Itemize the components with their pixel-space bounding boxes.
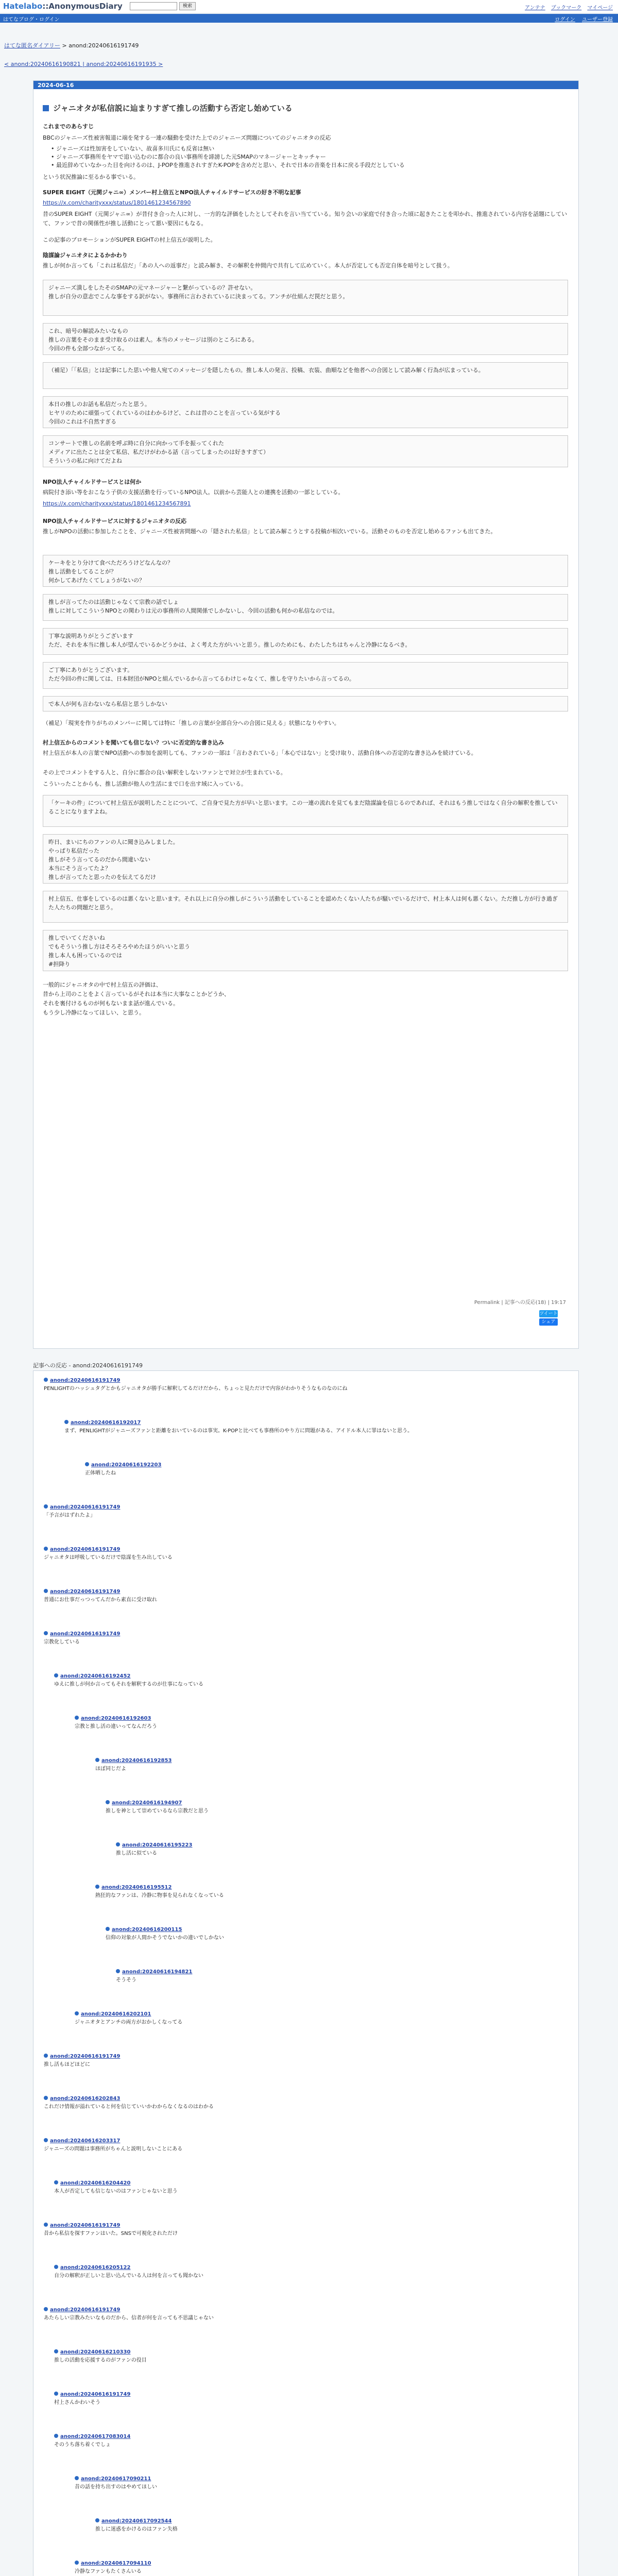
blockquote: これ、暗号の解読みたいなもの 推しの言葉をそのまま受け取るのは素人。本当のメッセージは別のところにある。 今回の件も全部つながってる。 bbox=[43, 323, 568, 355]
share-buttons bbox=[538, 1309, 578, 1326]
comment-bullet-icon bbox=[95, 1885, 99, 1889]
comment-bullet-icon bbox=[75, 2561, 79, 2565]
signup-link[interactable]: ユーザー登録 bbox=[582, 17, 613, 23]
page-title[interactable] bbox=[43, 103, 293, 113]
comment-item bbox=[44, 2053, 564, 2069]
blockquote: 推しでいてくださいね でもそういう推し方はそろそろやめたほうがいいと思う 推し本人も困っているのでは #担降り bbox=[43, 930, 568, 971]
comment-body: 推し活に似ている bbox=[116, 1851, 157, 1856]
comment-body: 宗教と推し活の違いってなんだろう bbox=[75, 1724, 157, 1730]
comment-item bbox=[75, 2011, 564, 2026]
comment-item bbox=[95, 1757, 564, 1773]
comment-body: 冷静なファンもたくさんいる bbox=[75, 2569, 142, 2574]
comment-item bbox=[44, 1588, 564, 1604]
comment-item bbox=[95, 2518, 564, 2533]
blockquote: 本日の推しのお話も私信だったと思う。 ヒヤリのために頑張ってくれているのはわかるけど、これは昔のことを言っている気がする 今回のこれは不自然すぎる bbox=[43, 396, 568, 428]
comment-body: 推しの活動を応援するのがファンの役目 bbox=[54, 2358, 147, 2363]
comment-item bbox=[44, 2095, 564, 2111]
comment-body: ゆえに推しが何か言ってもそれを解釈するのが仕事になっている bbox=[54, 1682, 203, 1687]
comment-item bbox=[54, 2349, 564, 2364]
comment-body: 自分の解釈が正しいと思い込んでいる人は何を言っても聞かない bbox=[54, 2273, 203, 2279]
paragraph: という状況推論に至るかる事でいる。 bbox=[43, 174, 139, 180]
blockquote: 村上信五、仕事をしているのは悪くないと思います。それ以上に自分の推しがこういう活動をしていることを認めたくない人たちが騒いでいるだけで、村上本人は何も悪くない。ただ推し方が行き過ぎた人たちの問題だと思う。 bbox=[43, 891, 568, 923]
comment-bullet-icon bbox=[44, 2223, 48, 2227]
comment-item bbox=[106, 1800, 564, 1815]
comment-author-link[interactable]: anond:20240617092544 bbox=[101, 2518, 172, 2524]
comment-bullet-icon bbox=[44, 2138, 48, 2142]
comment-body: あたらしい宗教みたいなものだから、信者が何を言っても不思議じゃない bbox=[44, 2315, 214, 2321]
comment-item bbox=[64, 1419, 564, 1435]
comment-item bbox=[44, 2222, 564, 2238]
comment-bullet-icon bbox=[44, 1589, 48, 1593]
comment-item bbox=[116, 1842, 564, 1857]
breadcrumb bbox=[4, 41, 139, 49]
comment-bullet-icon bbox=[85, 1462, 89, 1466]
link-line[interactable] bbox=[43, 499, 568, 509]
breadcrumb-home[interactable]: はてな匿名ダイアリー bbox=[4, 42, 61, 49]
comment-item bbox=[44, 1504, 564, 1519]
blockquote: コンサートで推しの名前を呼ぶ時に自分に向かって手を振ってくれた メディアに出たことは全て私信、私だけがわかる話（言ってしまったのは好きすぎて） そういうの私に向けてだよね bbox=[43, 435, 568, 467]
blockquote: で本人が何も言わないなら私信と思うしかない bbox=[43, 696, 568, 711]
comment-body: これだけ情報が溢れていると何を信じていいかわからなくなるのはわかる bbox=[44, 2104, 214, 2110]
article-footer[interactable]: Permalink | 記事への反応(18) | 19:17 bbox=[474, 1300, 566, 1306]
blockquote: 推しが言ってたのは活動じゃなくて宗教の話でしょ 推しに対してこういうNPOとの関わりは元の事務所の人間関係でしかないし、今回の活動も何かの私信なのでは。 bbox=[43, 594, 568, 621]
comment-bullet-icon bbox=[106, 1800, 110, 1804]
blockquote: ケーキをとり分けて食べただろうけどなんなの？ 推し活動をしてることが？ 何かしてあげたくてしょうがないの？ bbox=[43, 555, 568, 587]
breadcrumb-current: anond:20240616191749 bbox=[68, 42, 139, 49]
nav-antenna[interactable]: アンテナ bbox=[525, 5, 545, 11]
comment-body: そのうち落ち着くでしょ bbox=[54, 2442, 111, 2448]
comment-item bbox=[44, 2138, 564, 2153]
tweet-link[interactable]: https://x.com/charityxxx/status/1801461234567891 bbox=[43, 500, 191, 507]
comment-author-link[interactable]: anond:20240616191749 bbox=[50, 1504, 121, 1510]
title-text[interactable]: ジャニオタが私信説に辿まりすぎて推しの活動すら否定し始めている bbox=[53, 104, 293, 113]
comment-bullet-icon bbox=[95, 1758, 99, 1762]
comment-body: ジャニーズの問題は事務所がちゃんと説明しないことにある bbox=[44, 2146, 183, 2152]
comments-heading: 記事への反応 - anond:20240616191749 bbox=[33, 1362, 143, 1369]
comment-bullet-icon bbox=[44, 1504, 48, 1509]
comment-author-link[interactable]: anond:20240616203317 bbox=[50, 2138, 121, 2144]
sub-bar bbox=[0, 14, 618, 23]
comment-body: 信仰の対象が人間かそうでないかの違いでしかない bbox=[106, 1935, 224, 1941]
blockquote: ご丁寧にありがとうございます。 ただ今回の件に関しては、日本財団がNPOと組んでいるから言ってるわけじゃなくて、推しを守りたいから言ってるの。 bbox=[43, 662, 568, 689]
comment-author-link[interactable]: anond:20240616205122 bbox=[60, 2265, 131, 2270]
comment-author-link[interactable]: anond:20240616191749 bbox=[50, 2223, 121, 2228]
comment-bullet-icon bbox=[75, 1716, 79, 1720]
comment-item bbox=[54, 2180, 564, 2195]
tweet-button[interactable]: ツイート bbox=[539, 1311, 558, 1316]
prev-next-link[interactable]: < anond:20240616190821 | anond:20240616191935 > bbox=[4, 61, 163, 67]
comment-item bbox=[75, 2560, 564, 2575]
comment-bullet-icon bbox=[75, 2476, 79, 2480]
comment-body: ジャニオタは呼吸しているだけで陰謀を生み出している bbox=[44, 1555, 173, 1561]
comment-bullet-icon bbox=[75, 2011, 79, 2015]
comment-body: まず、PENLIGHTがジャニーズファンと距離をおいているのは事実。K-POPと比べても事務所のやり方に問題がある、アイドル本人に罪はないと思う。 bbox=[64, 1428, 413, 1434]
paragraph: 推しがNPOの活動に参加したことを、ジャニーズ性被害問題への「隠された私信」として読み解こうとする投稿が相次いでいる。活動そのものを否定し始めるファンも出てきた。 bbox=[43, 528, 496, 535]
comment-bullet-icon bbox=[54, 2265, 58, 2269]
paragraph: この記事のプロモーションがSUPER EIGHTの村上信五が説明した。 bbox=[43, 236, 216, 243]
comment-body: 推しに迷惑をかけるのはファン失格 bbox=[95, 2527, 178, 2532]
blockquote: 「ケーキの件」について村上信五が説明したことについて、ご自身で見た方が早いと思います。この一連の流れを見てもまだ陰謀論を信じるのであれば、それはもう推しではなく自分の解釈を推していることになりますよね。 bbox=[43, 795, 568, 827]
comment-item bbox=[116, 1969, 564, 1984]
comment-author-link[interactable]: anond:20240616195512 bbox=[101, 1885, 172, 1890]
comment-author-link[interactable]: anond:20240616191749 bbox=[50, 1631, 121, 1637]
list-item: • ジャニーズは性加害をしていない、故喜多川氏にも反省は無い bbox=[51, 145, 215, 152]
paragraph: 推しが何か言っても「これは私信だ」「あの人への返事だ」と読み解き、その解釈を仲間内で共有して広めていく。本人が否定しても否定自体を暗号として扱う。 bbox=[43, 262, 453, 269]
comment-author-link[interactable]: anond:20240617083014 bbox=[60, 2434, 131, 2439]
section-heading: SUPER EIGHT（元関ジャニ∞）メンバー村上信五とNPO法人チャイルドサーピスの好き不明な記事 bbox=[43, 189, 301, 196]
top-bar bbox=[0, 0, 618, 13]
comment-author-link[interactable]: anond:20240616191749 bbox=[50, 1378, 121, 1383]
section-heading: 陰謀論ジャニオタによるかかわり bbox=[43, 252, 128, 259]
comment-body: ジャニオタとアンチの両方がおかしくなってる bbox=[75, 2020, 183, 2025]
comment-author-link[interactable]: anond:20240616202843 bbox=[50, 2096, 121, 2102]
comment-bullet-icon bbox=[44, 1378, 48, 1382]
comment-body: PENLIGHTのハッシュタグとかもジャニオタが勝手に解釈してるだけだから、ちょっと見ただけで内容がわかりそうなものなのにね bbox=[44, 1386, 348, 1392]
login-link[interactable]: ログイン bbox=[555, 17, 575, 23]
comment-bullet-icon bbox=[116, 1969, 120, 1973]
comment-item bbox=[85, 1462, 564, 1477]
site-logo[interactable]: Hatelabo::AnonymousDiary bbox=[3, 2, 123, 11]
list-item: • 最近辞めていなかった目を向けるのは、J-POPを推進されすぎたK-POPを含めだと思い、それで日本の音楽を日本に戻る手段だとしている bbox=[51, 162, 405, 168]
breadcrumb-sep: > bbox=[60, 42, 69, 49]
comment-author-link[interactable]: anond:20240617094110 bbox=[81, 2561, 151, 2566]
comment-item bbox=[54, 2264, 564, 2280]
comment-body: 宗教化している bbox=[44, 1639, 80, 1645]
comment-item bbox=[54, 1673, 564, 1688]
comment-bullet-icon bbox=[44, 2307, 48, 2311]
comment-author-link[interactable]: anond:20240616204420 bbox=[60, 2180, 131, 2186]
bullet-list bbox=[51, 145, 405, 170]
comment-author-link[interactable]: anond:20240616191749 bbox=[50, 1589, 121, 1595]
comment-author-link[interactable]: anond:20240616191749 bbox=[50, 1547, 121, 1552]
comment-body: 普通にお仕事だっつってんだから素直に受け取れ bbox=[44, 1597, 157, 1603]
blog-login-link[interactable]: はてなブログ・ログイン bbox=[3, 17, 60, 23]
comment-item bbox=[54, 2433, 564, 2449]
comment-bullet-icon bbox=[54, 2349, 58, 2353]
comment-author-link[interactable]: anond:20240616210330 bbox=[60, 2349, 131, 2355]
comment-item bbox=[95, 1884, 564, 1900]
comment-item bbox=[44, 1631, 564, 1646]
comment-body: ほぼ同じだよ bbox=[95, 1766, 126, 1772]
comment-body: 本人が否定しても信じないのはファンじゃないと思う bbox=[54, 2189, 178, 2194]
comment-bullet-icon bbox=[44, 2096, 48, 2100]
comment-item bbox=[44, 1377, 564, 1393]
search-button[interactable]: 検索 bbox=[179, 2, 196, 10]
search-input[interactable] bbox=[130, 2, 177, 10]
section-heading: NPO法人チャイルドサーピスとは何か bbox=[43, 479, 142, 485]
comment-body: 昔の話を持ち出すのはやめてほしい bbox=[75, 2484, 157, 2490]
comment-bullet-icon bbox=[44, 1631, 48, 1635]
top-nav bbox=[521, 3, 613, 11]
tweet-link[interactable]: https://x.com/charityxxx/status/1801461234567890 bbox=[43, 199, 191, 206]
section-heading: NPO法人チャイルドサーピスに対するジャニオタの反応 bbox=[43, 518, 187, 524]
comment-body: 昔から私信を探すファンはいた。SNSで可視化されただけ bbox=[44, 2231, 178, 2236]
comment-bullet-icon bbox=[116, 1842, 120, 1846]
nav-bookmark[interactable]: ブックマーク bbox=[551, 5, 582, 11]
facebook-share-button[interactable]: シェア bbox=[539, 1318, 558, 1326]
comment-bullet-icon bbox=[54, 2392, 58, 2396]
comment-author-link[interactable]: anond:20240616200115 bbox=[112, 1927, 182, 1933]
comment-item bbox=[75, 1715, 564, 1731]
comment-item bbox=[54, 2391, 564, 2406]
comment-author-link[interactable]: anond:20240617090211 bbox=[81, 2476, 151, 2482]
title-square-icon bbox=[43, 105, 49, 111]
comment-author-link[interactable]: anond:20240616191749 bbox=[50, 2054, 121, 2059]
comment-bullet-icon bbox=[64, 1420, 68, 1424]
section-heading: 村上信五からのコメントを聞いても信じない？ついに否定的な書き込み bbox=[43, 739, 224, 746]
comments-tree bbox=[33, 1370, 579, 2576]
comment-author-link[interactable]: anond:20240616202101 bbox=[81, 2011, 151, 2017]
article bbox=[33, 80, 579, 1349]
comment-author-link[interactable]: anond:20240616192017 bbox=[71, 1420, 141, 1426]
comment-item bbox=[44, 2307, 564, 2322]
comment-author-link[interactable]: anond:20240616191749 bbox=[50, 2307, 121, 2313]
link-line[interactable] bbox=[43, 198, 568, 208]
paragraph: （補足）「現実を作りがちのメンバーに関しては特に「推しの言葉が全部自分への合図に見える」状態になりやすい。 bbox=[43, 720, 340, 726]
paragraph: 昔のSUPER EIGHT（元関ジャニ∞）が昔付き合った人に対し、一方的な評価をしたとしてそれを言い当てている。知り会いの家庭で付き合った頃に起きたことを叩かれ、推進されている内容を話題にしていて、ファンで昔の関係性が推し活動にとって悪い要因にもなる。 bbox=[43, 211, 568, 227]
paragraph: その上でコメントをする人と、自分に都合の良い解釈をしないファンとで対立が生まれている。 bbox=[43, 769, 286, 776]
article-date: 2024-06-16 bbox=[33, 81, 578, 89]
section-heading: これまでのあらすじ bbox=[43, 123, 94, 130]
comment-body: 推し活もほどほどに bbox=[44, 2062, 90, 2067]
comment-author-link[interactable]: anond:20240616192603 bbox=[81, 1716, 151, 1721]
blockquote: 昨日、まいにちのファンの人に聞き込みしました。 やっぱり私信だった 推しがそう言ってるのだから間違いない 本当にそう言ってたよ？ 推しが言ってたと思ったのを伝えてるだけ bbox=[43, 834, 568, 884]
comment-item bbox=[44, 1546, 564, 1562]
list-item: • ジャニーズ事務所をヤマで追い込むのに都合の良い事務所を誹謗した元SMAPのマネージャーとキッチャー bbox=[51, 154, 326, 160]
comment-bullet-icon bbox=[95, 2518, 99, 2522]
comment-body: そうそう bbox=[116, 1977, 136, 1983]
prev-next-links[interactable] bbox=[4, 61, 163, 67]
paragraph: 病院付き添い等をおこなう子供の支援活動を行っているNPO法人。以前から芸能人との連携を活動の一部としている。 bbox=[43, 489, 344, 496]
paragraph: 村上信五が本人の言葉でNPO活動への参加を説明しても、ファンの一部は「言わされている」「本心ではない」と受け取り、活動自体への否定的な書き込みを続けている。 bbox=[43, 750, 477, 756]
comment-body: 「予言がはずれたよ」 bbox=[44, 1513, 95, 1518]
blockquote: （補足）「「私信」とは記事にした思いや他人宛てのメッセージを隠したもの。推し本人の発言、投稿、衣装、曲順などを他者への合図として読み解く行為が広まっている。 bbox=[43, 362, 568, 389]
comment-bullet-icon bbox=[54, 1673, 58, 1677]
comment-bullet-icon bbox=[54, 2180, 58, 2184]
blockquote: 丁寧な説明ありがとうございます ただ、それを本当に推し本人が望んでいるかどうかは、よく考えた方がいいと思う。推しのためにも、わたしたちはちゃんと冷静になるべき。 bbox=[43, 628, 568, 655]
comment-item bbox=[75, 2476, 564, 2491]
comment-author-link[interactable]: anond:20240616195223 bbox=[122, 1842, 193, 1848]
comment-author-link[interactable]: anond:20240616194907 bbox=[112, 1800, 182, 1806]
comment-author-link[interactable]: anond:20240616192452 bbox=[60, 1673, 131, 1679]
comment-bullet-icon bbox=[44, 1547, 48, 1551]
comment-bullet-icon bbox=[106, 1927, 110, 1931]
comment-author-link[interactable]: anond:20240616192203 bbox=[91, 1462, 162, 1468]
blockquote: ジャニーズ潰しをしたそのSMAPの元マネージャーと繋がっているの？許せない。 推しが自分の意志でこんな事をする訳がない。事務所に言わされているに決まってる。アンチが仕組んだ罠だと思う。 bbox=[43, 280, 568, 316]
paragraph: BBCのジャニーズ性被害報道に端を発する一連の騒動を受けた上でのジャニーズ問題についてのジャニオタの反応 bbox=[43, 134, 331, 141]
comment-body: 正体晒したね bbox=[85, 1470, 116, 1476]
comment-author-link[interactable]: anond:20240616192853 bbox=[101, 1758, 172, 1764]
comment-item bbox=[106, 1926, 564, 1942]
comment-author-link[interactable]: anond:20240616191749 bbox=[60, 2392, 131, 2397]
comment-body: 熱狂的なファンは、冷静に物事を見られなくなっている bbox=[95, 1893, 224, 1899]
comment-body: 村上さんかわいそう bbox=[54, 2400, 100, 2405]
comment-bullet-icon bbox=[44, 2054, 48, 2058]
comment-author-link[interactable]: anond:20240616194821 bbox=[122, 1969, 193, 1975]
paragraph: こういったことからも、推し活動が他人の生活にまで口を出す域に入っている。 bbox=[43, 781, 247, 787]
comment-body: 推しを神として崇めているなら宗教だと思う bbox=[106, 1808, 209, 1814]
comment-bullet-icon bbox=[54, 2434, 58, 2438]
paragraph: 一般的にジャニオタの中で村上信五の評価は、 昔から上司のことをよく言っているがそれは本当に大事なことかどうか、 それを裏付けるものが何もないまま話が進んでいる。 もう少し冷静になってほしい、と思う。 bbox=[43, 981, 230, 1016]
nav-mypage[interactable]: マイページ bbox=[587, 5, 613, 11]
